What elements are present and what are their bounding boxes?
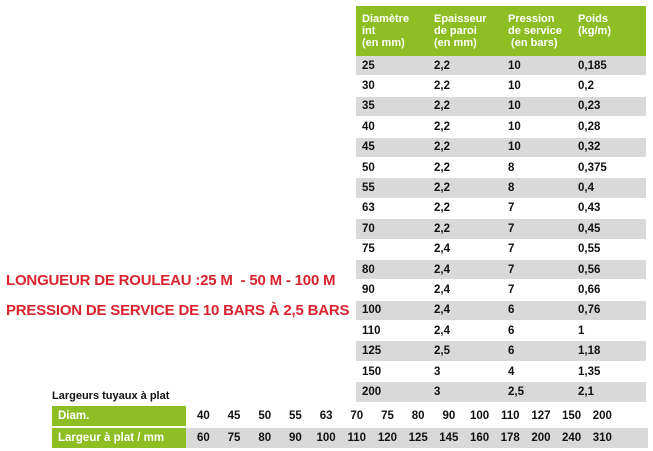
table-cell: 0,56 <box>578 263 601 276</box>
header-text: de service <box>508 25 562 37</box>
table-row <box>356 219 646 239</box>
table-row <box>356 301 646 321</box>
table-cell: 2,2 <box>434 182 450 195</box>
table-cell: 0,32 <box>578 141 601 154</box>
table-cell: 0,43 <box>578 202 601 215</box>
table-cell: 50 <box>362 161 375 174</box>
table-cell: 2,2 <box>434 202 450 215</box>
header-poids <box>572 6 646 56</box>
header-text: Epaisseur <box>434 13 487 25</box>
table-cell: 145 <box>439 432 459 444</box>
table-cell: 2,2 <box>434 100 450 113</box>
table-cell: 45 <box>227 410 241 422</box>
header-text: Poids <box>578 13 608 25</box>
table-cell: 0,375 <box>578 161 607 174</box>
flat-table-row <box>52 428 648 448</box>
table-cell: 7 <box>508 283 515 296</box>
table-row <box>356 138 646 158</box>
table-cell: 10 <box>508 120 521 133</box>
header-pression <box>502 6 572 56</box>
table-cell: 6 <box>508 324 515 337</box>
table-cell: 2,4 <box>434 304 450 317</box>
table-cell: 127 <box>531 410 551 422</box>
table-cell: 70 <box>350 410 364 422</box>
table-row <box>356 117 646 137</box>
table-cell: 90 <box>289 432 302 444</box>
flat-table-row <box>52 406 648 426</box>
table-cell: 2,4 <box>434 283 450 296</box>
header-text: de paroi <box>434 25 477 37</box>
table-cell: 0,4 <box>578 182 594 195</box>
table-cell: 3 <box>434 385 441 398</box>
table-cell: 50 <box>258 410 272 422</box>
table-cell: 0,185 <box>578 59 607 72</box>
table-cell: 55 <box>289 410 302 422</box>
table-row <box>356 240 646 260</box>
table-cell: 178 <box>500 432 520 444</box>
table-cell: 150 <box>562 410 582 422</box>
table-cell: 2,2 <box>434 141 450 154</box>
table-cell: 90 <box>362 283 375 296</box>
table-cell: 7 <box>508 243 515 256</box>
row-label: Largeur à plat / mm <box>52 428 186 448</box>
table-cell: 110 <box>362 324 381 337</box>
spec-table-header <box>356 6 646 56</box>
table-cell: 0,2 <box>578 80 594 93</box>
table-cell: 120 <box>377 432 398 444</box>
table-cell: 2,5 <box>434 345 450 358</box>
table-cell: 2,2 <box>434 80 450 93</box>
spec-table-body <box>356 56 646 403</box>
table-row <box>356 97 646 117</box>
table-cell: 63 <box>319 410 333 422</box>
table-cell: 160 <box>469 432 490 444</box>
table-cell: 100 <box>316 432 336 444</box>
table-row <box>356 321 646 341</box>
header-text: Diamètre <box>362 13 410 25</box>
table-cell: 63 <box>362 202 375 215</box>
table-cell: 10 <box>508 141 521 154</box>
table-cell: 1 <box>578 324 585 337</box>
table-cell: 4 <box>508 365 515 378</box>
header-text: (kg/m) <box>578 25 611 37</box>
table-cell: 40 <box>362 120 375 133</box>
table-cell: 200 <box>362 385 382 398</box>
table-cell: 10 <box>508 100 521 113</box>
table-cell: 150 <box>362 365 382 378</box>
table-cell: 40 <box>196 410 210 422</box>
table-row <box>356 382 646 402</box>
table-cell: 55 <box>362 182 375 195</box>
table-cell: 8 <box>508 161 515 174</box>
header-diametre <box>356 6 428 56</box>
table-row <box>356 76 646 96</box>
table-cell: 0,55 <box>578 243 601 256</box>
table-cell: 0,66 <box>578 283 601 296</box>
table-cell: 2,2 <box>434 161 450 174</box>
table-row <box>356 280 646 300</box>
table-cell: 2,4 <box>434 243 450 256</box>
table-cell: 125 <box>408 432 428 444</box>
table-cell: 75 <box>227 432 241 444</box>
table-cell: 80 <box>411 410 425 422</box>
table-cell: 10 <box>508 80 521 93</box>
header-epaisseur <box>428 6 502 56</box>
table-cell: 7 <box>508 202 515 215</box>
table-cell: 80 <box>258 432 272 444</box>
table-cell: 6 <box>508 304 515 317</box>
table-cell: 1,18 <box>578 345 601 358</box>
table-cell: 2,2 <box>434 222 450 235</box>
table-row <box>356 158 646 178</box>
header-text: (en bars) <box>508 37 558 49</box>
table-cell: 110 <box>500 410 520 422</box>
table-cell: 2,1 <box>578 385 594 398</box>
table-cell: 8 <box>508 182 515 195</box>
table-cell: 310 <box>592 432 612 444</box>
service-pressure-text: PRESSION DE SERVICE DE 10 BARS À 2,5 BARS <box>6 302 350 319</box>
table-cell: 0,23 <box>578 100 601 113</box>
table-cell: 0,45 <box>578 222 601 235</box>
table-row <box>356 362 646 382</box>
table-cell: 60 <box>196 432 210 444</box>
row-label: Diam. <box>52 406 186 426</box>
header-text: (en mm) <box>434 37 477 49</box>
table-cell: 35 <box>362 100 375 113</box>
table-cell: 1,35 <box>578 365 601 378</box>
table-cell: 0,28 <box>578 120 601 133</box>
table-cell: 2,2 <box>434 120 450 133</box>
table-cell: 100 <box>469 410 490 422</box>
roll-length-text: LONGUEUR DE ROULEAU :25 M - 50 M - 100 M <box>6 272 336 289</box>
table-row <box>356 260 646 280</box>
table-cell: 30 <box>362 80 375 93</box>
table-cell: 200 <box>531 432 551 444</box>
table-row <box>356 178 646 198</box>
table-row <box>356 56 646 76</box>
table-cell: 6 <box>508 345 515 358</box>
table-cell: 70 <box>362 222 375 235</box>
table-cell: 45 <box>362 141 375 154</box>
table-row <box>356 199 646 219</box>
table-cell: 2,4 <box>434 324 450 337</box>
table-cell: 2,4 <box>434 263 450 276</box>
table-cell: 7 <box>508 222 515 235</box>
table-cell: 90 <box>442 410 456 422</box>
table-cell: 10 <box>508 59 521 72</box>
table-cell: 240 <box>562 432 582 444</box>
table-cell: 25 <box>362 59 375 72</box>
table-cell: 75 <box>381 410 394 422</box>
table-row <box>356 341 646 361</box>
table-cell: 2,5 <box>508 385 524 398</box>
header-text: int <box>362 25 376 37</box>
table-cell: 200 <box>592 410 612 422</box>
flat-width-table <box>52 406 648 450</box>
flat-table-title: Largeurs tuyaux à plat <box>52 390 170 402</box>
header-text: Pression <box>508 13 555 25</box>
table-cell: 0,76 <box>578 304 601 317</box>
table-cell: 125 <box>362 345 382 358</box>
table-cell: 100 <box>362 304 382 317</box>
table-cell: 3 <box>434 365 441 378</box>
header-text: (en mm) <box>362 37 405 49</box>
table-cell: 2,2 <box>434 59 450 72</box>
table-cell: 7 <box>508 263 515 276</box>
table-cell: 75 <box>362 243 375 256</box>
spec-table <box>356 6 646 403</box>
table-cell: 80 <box>362 263 375 276</box>
table-cell: 110 <box>347 432 367 444</box>
